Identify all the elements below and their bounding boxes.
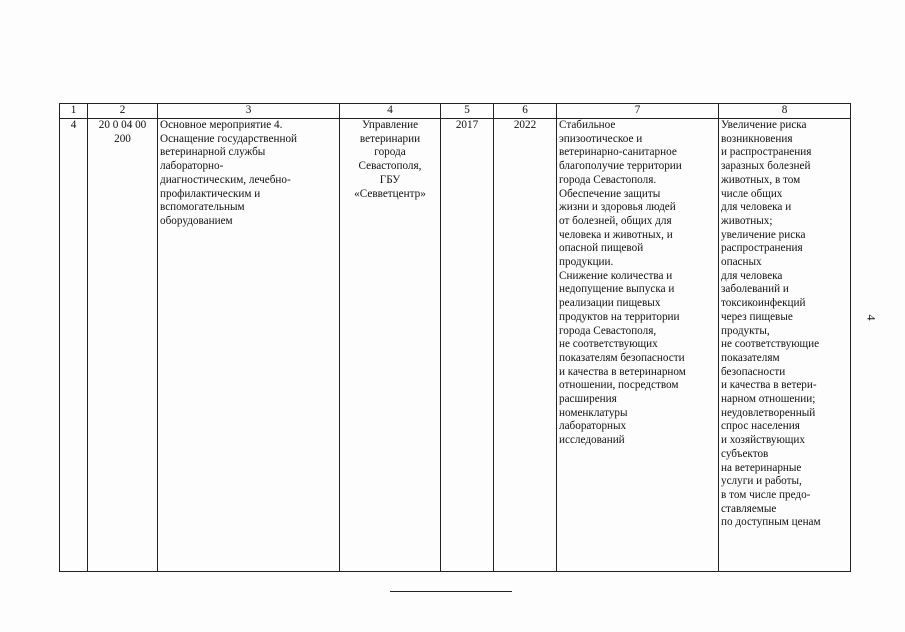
header-col-3: 3 bbox=[158, 104, 340, 119]
header-col-2: 2 bbox=[88, 104, 158, 119]
table-header-row bbox=[60, 104, 851, 119]
cell-expected-result: Стабильное эпизоотическое и ветеринарно-санитарное благополучие территории города Севастополя. Обеспечение защиты жизни и здоровья людей от болезней, общих для человека и животных, и опасной пищевой продукции. Снижение количества и недопущение выпуска и реализации пищевых продуктов на территории города Севастополя, не соответствующих показателям безопасности и качества в ветеринарном отношении, посредством расширения номенклатуры лабораторных исследований bbox=[557, 119, 719, 572]
cell-executor: Управление ветеринарии города Севастополя, ГБУ «Севветцентр» bbox=[340, 119, 441, 572]
header-col-5: 5 bbox=[441, 104, 494, 119]
program-table bbox=[59, 103, 851, 572]
header-col-4: 4 bbox=[340, 104, 441, 119]
cell-end-year: 2022 bbox=[494, 119, 557, 572]
cell-consequences: Увеличение риска возникновения и распространения заразных болезней животных, в том числе общих для человека и животных; увеличение риска распространения опасных для человека заболеваний и токсикоинфекций через пищевые продукты, не соответствующие показателям безопасности и качества в ветери- нарном отношении; неудовлетворенный спрос населения и хозяйствующих субъектов на ветеринарные услуги и работы, в том числе предо- ставляемые по доступным ценам bbox=[719, 119, 851, 572]
header-col-1: 1 bbox=[60, 104, 88, 119]
cell-number: 4 bbox=[60, 119, 88, 572]
cell-activity: Основное мероприятие 4. Оснащение государственной ветеринарной службы лабораторно- диагностическим, лечебно- профилактическим и вспомогательным оборудованием bbox=[158, 119, 340, 572]
cell-code: 20 0 04 00 200 bbox=[88, 119, 158, 572]
page-number: 4 bbox=[864, 314, 879, 321]
header-col-6: 6 bbox=[494, 104, 557, 119]
footer-divider bbox=[390, 591, 512, 592]
cell-start-year: 2017 bbox=[441, 119, 494, 572]
header-col-7: 7 bbox=[557, 104, 719, 119]
table-row bbox=[60, 119, 851, 572]
header-col-8: 8 bbox=[719, 104, 851, 119]
